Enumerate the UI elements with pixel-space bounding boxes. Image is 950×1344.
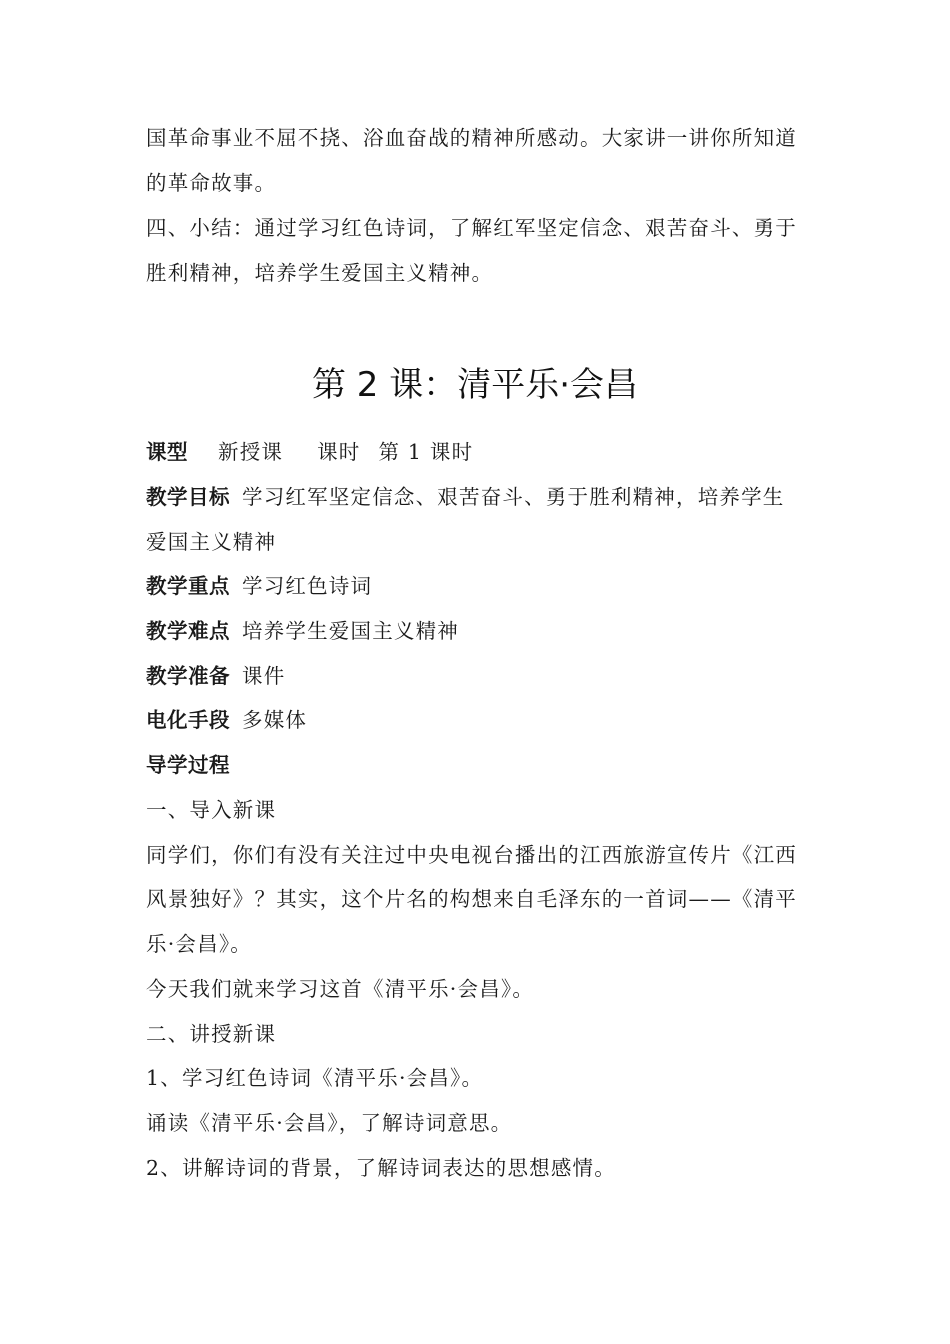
prep-value: 课件 xyxy=(242,664,286,688)
intro-line-1: 国革命事业不屈不挠、浴血奋战的精神所感动。大家讲一讲你所知道 xyxy=(146,126,797,150)
lesson-type-label: 课型 xyxy=(146,440,188,464)
goal-label: 教学目标 xyxy=(146,485,230,509)
step-1-heading: 一、导入新课 xyxy=(146,798,277,822)
goal-value: 学习红军坚定信念、艰苦奋斗、勇于胜利精神，培养学生 xyxy=(242,485,785,509)
difficulty-value: 培养学生爱国主义精神 xyxy=(242,619,459,643)
step-1-text-4: 今天我们就来学习这首《清平乐·会昌》。 xyxy=(146,977,535,1001)
focus-row xyxy=(146,572,811,600)
goal-value-continued: 爱国主义精神 xyxy=(146,530,277,554)
media-label: 电化手段 xyxy=(146,708,230,732)
process-heading xyxy=(146,751,811,779)
item-1: 1、学习红色诗词《清平乐·会昌》。 xyxy=(146,1066,484,1090)
item-1-text: 诵读《清平乐·会昌》，了解诗词意思。 xyxy=(146,1111,513,1135)
lesson-type-row xyxy=(146,438,811,466)
focus-value: 学习红色诗词 xyxy=(242,574,373,598)
media-row xyxy=(146,706,811,734)
summary-line-2: 胜利精神，培养学生爱国主义精神。 xyxy=(146,261,494,285)
step-1-text-3: 乐·会昌》。 xyxy=(146,932,252,956)
difficulty-label: 教学难点 xyxy=(146,619,230,643)
step-1-text-1: 同学们，你们有没有关注过中央电视台播出的江西旅游宣传片《江西 xyxy=(146,843,797,867)
lesson-period-label: 课时 xyxy=(317,440,361,464)
item-2: 2、讲解诗词的背景，了解诗词表达的思想感情。 xyxy=(146,1156,616,1180)
difficulty-row xyxy=(146,617,811,645)
process-label: 导学过程 xyxy=(146,753,230,777)
summary-line-1: 四、小结：通过学习红色诗词，了解红军坚定信念、艰苦奋斗、勇于 xyxy=(146,216,797,240)
goal-row xyxy=(146,483,811,511)
lesson-type-value: 新授课 xyxy=(218,440,284,464)
prep-row xyxy=(146,662,811,690)
intro-line-2: 的革命故事。 xyxy=(146,171,277,195)
step-1-text-2: 风景独好》？其实，这个片名的构想来自毛泽东的一首词——《清平 xyxy=(146,887,797,911)
media-value: 多媒体 xyxy=(242,708,308,732)
step-2-heading: 二、讲授新课 xyxy=(146,1022,277,1046)
lesson-title: 第 2 课：清平乐·会昌 xyxy=(311,365,639,405)
focus-label: 教学重点 xyxy=(146,574,230,598)
prep-label: 教学准备 xyxy=(146,664,230,688)
lesson-period-value: 第 1 课时 xyxy=(378,440,474,464)
